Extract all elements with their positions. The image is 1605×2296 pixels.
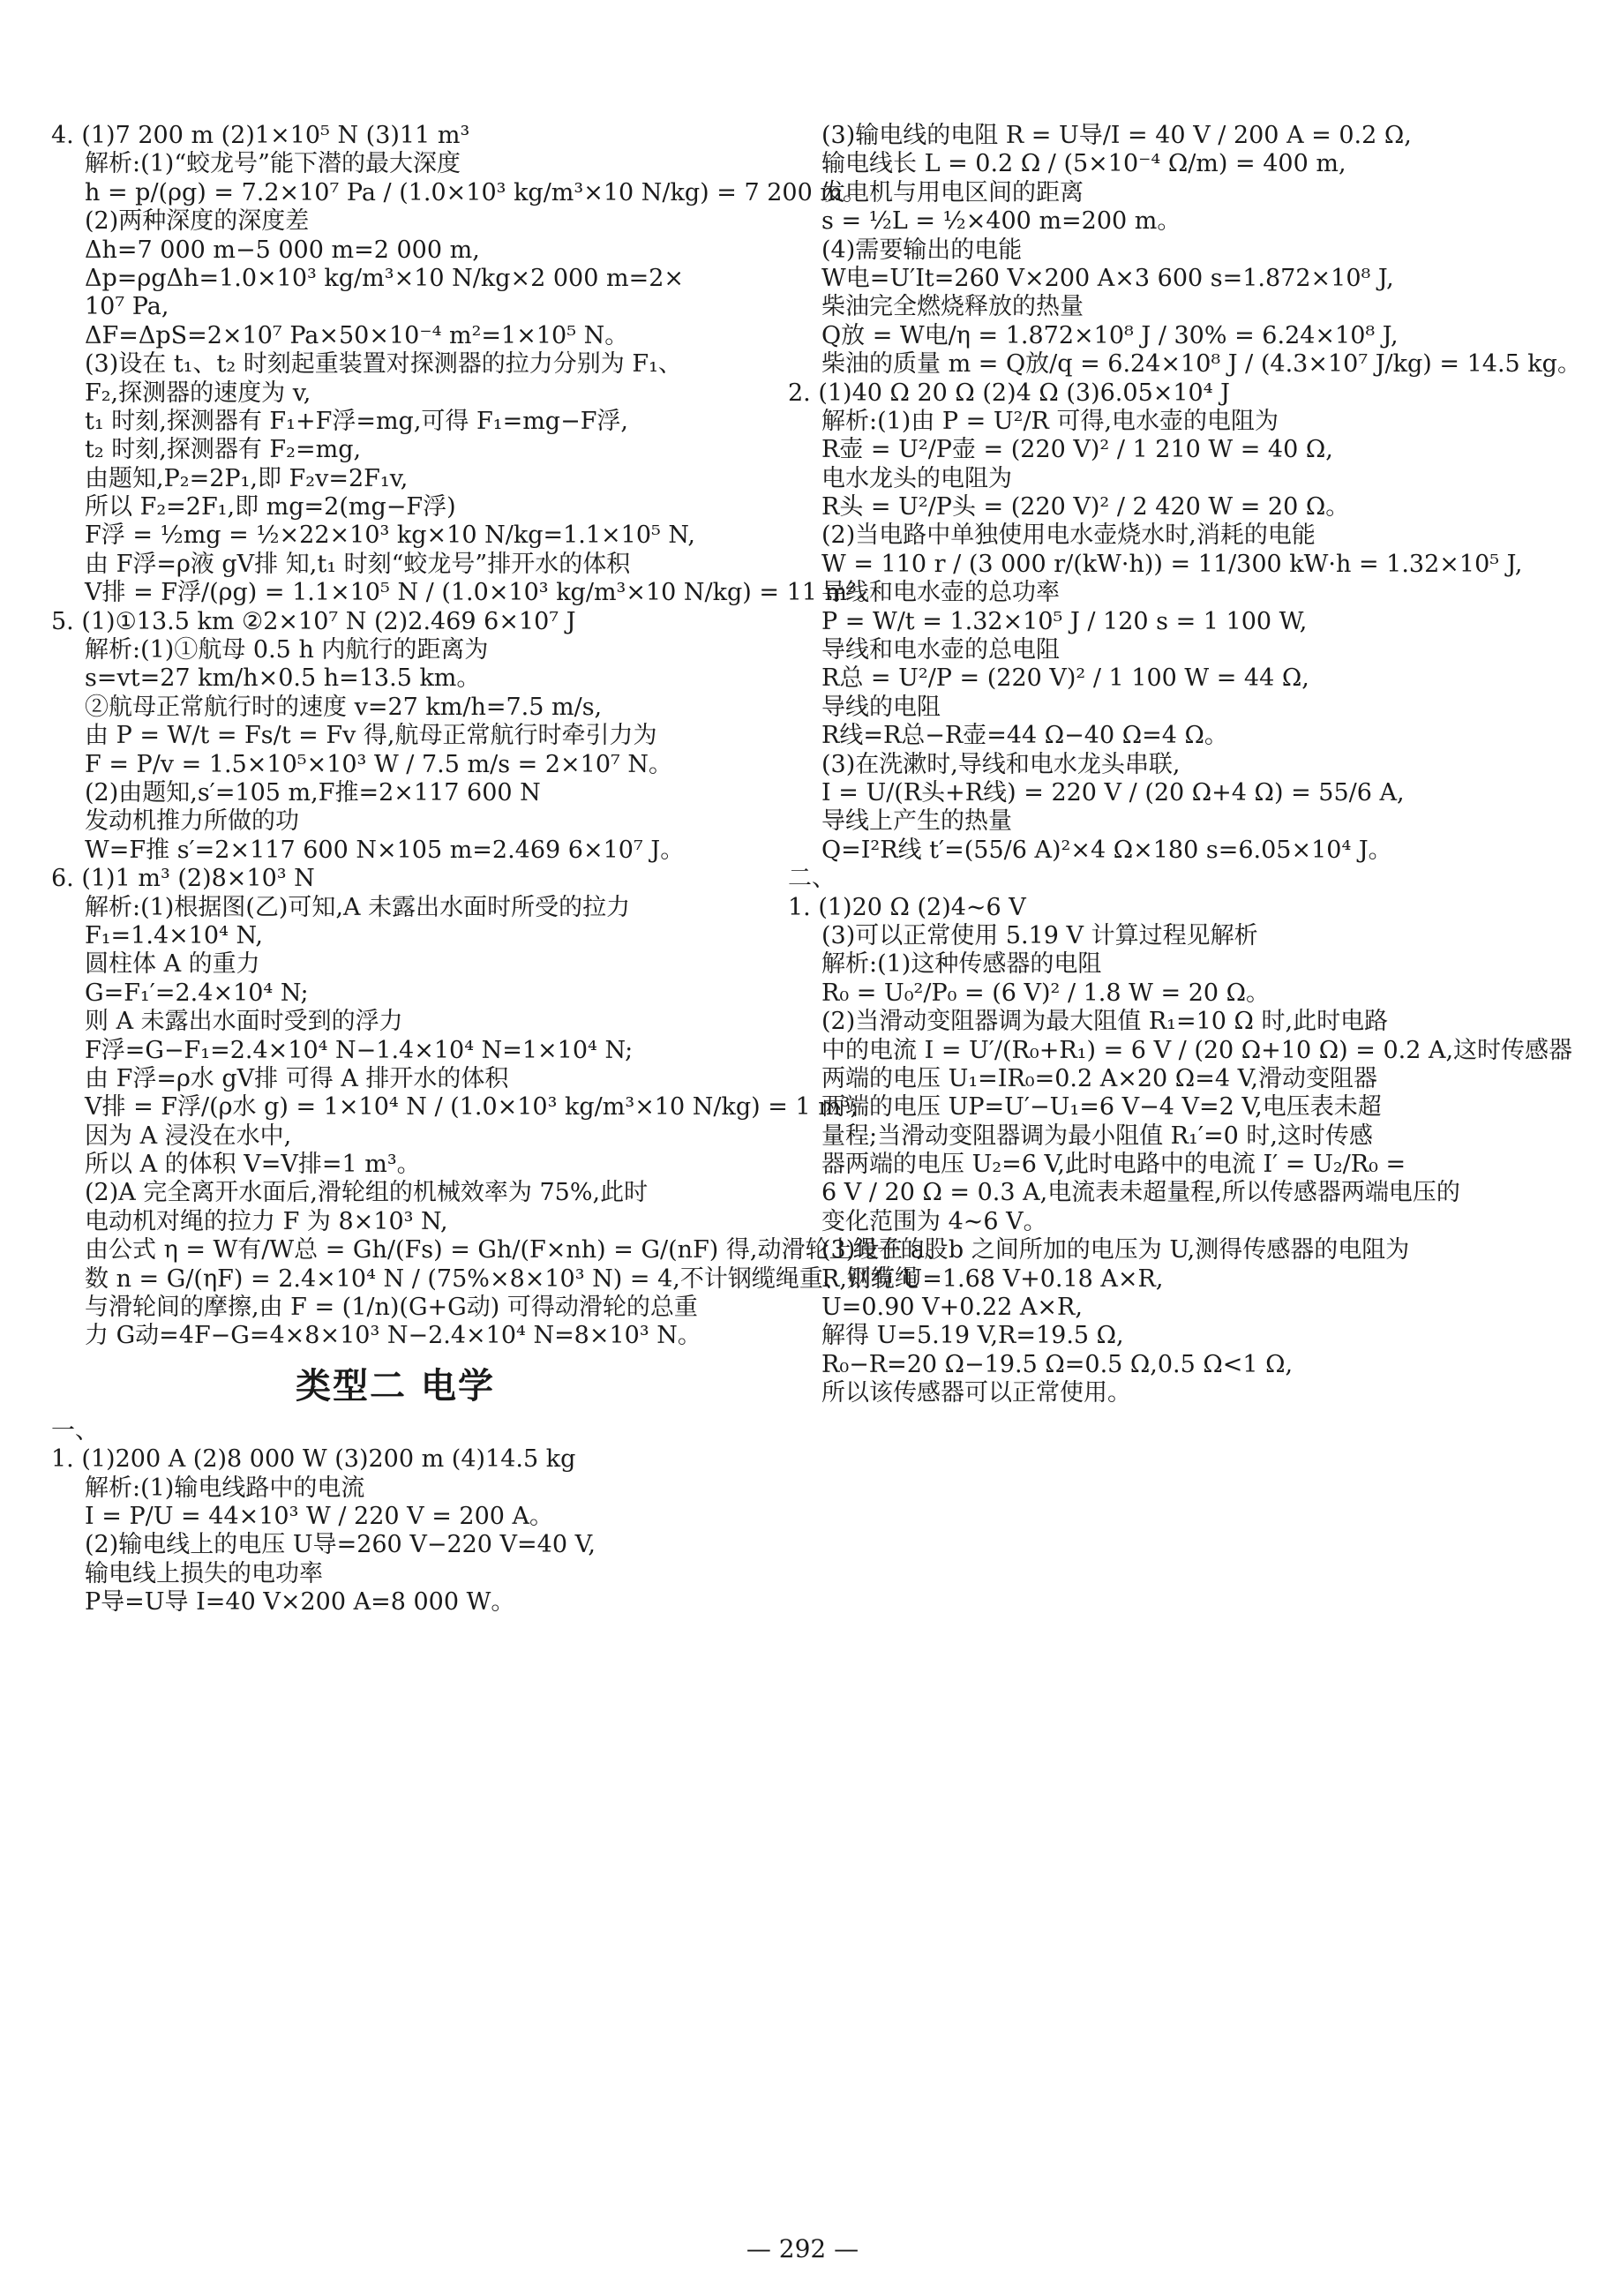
answer-line: Q=I²R线 t′=(55/6 A)²×4 Ω×180 s=6.05×10⁴ J。	[821, 836, 1392, 864]
answer-line: 10⁷ Pa,	[85, 293, 169, 321]
question-answer-line: 4. (1)7 200 m (2)1×10⁵ N (3)11 m³	[51, 122, 470, 149]
question-answer-line: 一、	[51, 1416, 99, 1444]
answer-line: F₂,探测器的速度为 v,	[85, 379, 311, 407]
answer-line: 力 G动=4F−G=4×8×10³ N−2.4×10⁴ N=8×10³ N。	[85, 1322, 701, 1350]
answer-line: P = W/t = 1.32×10⁵ J / 120 s = 1 100 W,	[821, 607, 1308, 635]
answer-line: 因为 A 浸没在水中,	[85, 1122, 292, 1150]
answer-line: 由 F浮=ρ液 gV排 知,t₁ 时刻“蛟龙号”排开水的体积	[85, 550, 631, 578]
answer-line: 中的电流 I = U′/(R₀+R₁) = 6 V / (20 Ω+10 Ω) = 0.2 A,这时传感器	[821, 1036, 1573, 1064]
answer-line: 导线和电水壶的总功率	[821, 579, 1060, 607]
answer-line: 解析:(1)根据图(乙)可知,A 未露出水面时所受的拉力	[85, 893, 631, 921]
question-answer-line: 2. (1)40 Ω 20 Ω (2)4 Ω (3)6.05×10⁴ J	[788, 379, 1230, 407]
answer-line: 导线上产生的热量	[821, 807, 1012, 836]
answer-line: F浮 = ½mg = ½×22×10³ kg×10 N/kg=1.1×10⁵ N,	[85, 521, 695, 550]
answer-line: 器两端的电压 U₂=6 V,此时电路中的电流 I′ = U₂/R₀ =	[821, 1151, 1406, 1179]
answer-line: R头 = U²/P头 = (220 V)² / 2 420 W = 20 Ω。	[821, 493, 1350, 521]
answer-line: W = 110 r / (3 000 r/(kW·h)) = 11/300 kW·h = 1.32×10⁵ J,	[821, 550, 1523, 578]
answer-line: s=vt=27 km/h×0.5 h=13.5 km。	[85, 664, 481, 693]
answer-line: Δp=ρgΔh=1.0×10³ kg/m³×10 N/kg×2 000 m=2×	[85, 264, 685, 292]
answer-line: 发动机推力所做的功	[85, 807, 299, 836]
answer-line: 解析:(1)“蛟龙号”能下潜的最大深度	[85, 150, 461, 178]
answer-line: s = ½L = ½×400 m=200 m。	[821, 207, 1181, 236]
answer-line: 变化范围为 4∼6 V。	[821, 1207, 1047, 1235]
answer-line: (3)输电线的电阻 R = U导/I = 40 V / 200 A = 0.2 Ω,	[821, 122, 1412, 149]
answer-line: 导线和电水壶的总电阻	[821, 636, 1060, 664]
answer-line: 电动机对绳的拉力 F 为 8×10³ N,	[85, 1207, 448, 1235]
answer-line: R壶 = U²/P壶 = (220 V)² / 1 210 W = 40 Ω,	[821, 436, 1333, 464]
answer-line: (2)两种深度的深度差	[85, 207, 310, 236]
answer-line: I = U/(R头+R线) = 220 V / (20 Ω+4 Ω) = 55/6 A,	[821, 778, 1405, 807]
answer-line: 电水龙头的电阻为	[821, 464, 1012, 492]
answer-line: (3)可以正常使用 5.19 V 计算过程见解析	[821, 921, 1258, 949]
page-number: — 292 —	[746, 2234, 859, 2263]
answer-line: R₀ = U₀²/P₀ = (6 V)² / 1.8 W = 20 Ω。	[821, 979, 1271, 1007]
answer-line: 发电机与用电区间的距离	[821, 178, 1084, 206]
answer-line: 所以该传感器可以正常使用。	[821, 1379, 1131, 1407]
answer-line: 量程;当滑动变阻器调为最小阻值 R₁′=0 时,这时传感	[821, 1122, 1373, 1150]
answer-line: 解得 U=5.19 V,R=19.5 Ω,	[821, 1322, 1124, 1350]
answer-line: 两端的电压 UP=U′−U₁=6 V−4 V=2 V,电压表未超	[821, 1093, 1382, 1122]
answer-line: (2)当滑动变阻器调为最大阻值 R₁=10 Ω 时,此时电路	[821, 1008, 1389, 1036]
answer-line: 两端的电压 U₁=IR₀=0.2 A×20 Ω=4 V,滑动变阻器	[821, 1064, 1377, 1092]
answer-line: 则 A 未露出水面时受到的浮力	[85, 1008, 403, 1036]
question-answer-line: 5. (1)①13.5 km ②2×10⁷ N (2)2.469 6×10⁷ J	[51, 607, 576, 635]
answer-line: V排 = F浮/(ρg) = 1.1×10⁵ N / (1.0×10³ kg/m³×10 N/kg) = 11 m³。	[85, 579, 881, 607]
question-answer-line: 6. (1)1 m³ (2)8×10³ N	[51, 865, 315, 893]
answer-line: 与滑轮间的摩擦,由 F = (1/n)(G+G动) 可得动滑轮的总重	[85, 1294, 698, 1322]
answer-line: (2)由题知,s′=105 m,F推=2×117 600 N	[85, 778, 541, 807]
answer-line: F₁=1.4×10⁴ N,	[85, 921, 263, 949]
answer-line: 圆柱体 A 的重力	[85, 950, 260, 979]
answer-line: F = P/v = 1.5×10⁵×10³ W / 7.5 m/s = 2×10⁷ N。	[85, 750, 673, 778]
right-column	[788, 122, 1581, 1408]
answer-line: 由公式 η = W有/W总 = Gh/(Fs) = Gh/(F×nh) = G/(nF) 得,动滑轮上绳子的股	[85, 1236, 949, 1264]
answer-line: 由题知,P₂=2P₁,即 F₂v=2F₁v,	[85, 464, 409, 492]
answer-line: R总 = U²/P = (220 V)² / 1 100 W = 44 Ω,	[821, 664, 1309, 693]
answer-line: 柴油完全燃烧释放的热量	[821, 293, 1084, 321]
answer-line: 由 P = W/t = Fs/t = Fv 得,航母正常航行时牵引力为	[85, 722, 657, 750]
answer-line: 输电线长 L = 0.2 Ω / (5×10⁻⁴ Ω/m) = 400 m,	[821, 150, 1346, 178]
answer-line: Δh=7 000 m−5 000 m=2 000 m,	[85, 236, 480, 264]
answer-line: 数 n = G/(ηF) = 2.4×10⁴ N / (75%×8×10³ N) = 4,不计钢缆绳重、钢缆绳	[85, 1264, 919, 1293]
answer-line: R₀−R=20 Ω−19.5 Ω=0.5 Ω,0.5 Ω<1 Ω,	[821, 1350, 1294, 1378]
answer-line: (3)设在 a、b 之间所加的电压为 U,测得传感器的电阻为	[821, 1236, 1410, 1264]
question-answer-line: 1. (1)20 Ω (2)4∼6 V	[788, 893, 1026, 921]
answer-line: (2)输电线上的电压 U导=260 V−220 V=40 V,	[85, 1531, 596, 1559]
section-heading: 类型二 电学	[296, 1365, 495, 1407]
answer-line: R线=R总−R壶=44 Ω−40 Ω=4 Ω。	[821, 722, 1228, 750]
answer-line: W=F推 s′=2×117 600 N×105 m=2.469 6×10⁷ J。	[85, 836, 685, 864]
answer-line: F浮=G−F₁=2.4×10⁴ N−1.4×10⁴ N=1×10⁴ N;	[85, 1036, 634, 1064]
answer-line: (2)A 完全离开水面后,滑轮组的机械效率为 75%,此时	[85, 1179, 649, 1207]
answer-line: (3)在洗漱时,导线和电水龙头串联,	[821, 750, 1181, 778]
answer-line: P导=U导 I=40 V×200 A=8 000 W。	[85, 1588, 515, 1617]
answer-line: 解析:(1)这种传感器的电阻	[821, 950, 1102, 979]
answer-line: 6 V / 20 Ω = 0.3 A,电流表未超量程,所以传感器两端电压的	[821, 1179, 1460, 1207]
answer-line: t₁ 时刻,探测器有 F₁+F浮=mg,可得 F₁=mg−F浮,	[85, 407, 629, 435]
answer-line: (3)设在 t₁、t₂ 时刻起重装置对探测器的拉力分别为 F₁、	[85, 350, 682, 379]
answer-line: 解析:(1)由 P = U²/R 可得,电水壶的电阻为	[821, 407, 1279, 435]
answer-line: Q放 = W电/η = 1.872×10⁸ J / 30% = 6.24×10⁸ J,	[821, 321, 1399, 349]
answer-line: I = P/U = 44×10³ W / 220 V = 200 A。	[85, 1502, 554, 1530]
answer-line: (4)需要输出的电能	[821, 236, 1023, 264]
answer-line: 输电线上损失的电功率	[85, 1559, 323, 1587]
answer-line: t₂ 时刻,探测器有 F₂=mg,	[85, 436, 362, 464]
answer-line: ΔF=ΔpS=2×10⁷ Pa×50×10⁻⁴ m²=1×10⁵ N。	[85, 321, 629, 349]
answer-line: 导线的电阻	[821, 693, 941, 721]
answer-line: (2)当电路中单独使用电水壶烧水时,消耗的电能	[821, 521, 1316, 550]
answer-line: G=F₁′=2.4×10⁴ N;	[85, 979, 309, 1007]
answer-line: U=0.90 V+0.22 A×R,	[821, 1294, 1083, 1322]
answer-line: 解析:(1)输电线路中的电流	[85, 1474, 365, 1502]
answer-line: 由 F浮=ρ水 gV排 可得 A 排开水的体积	[85, 1064, 509, 1092]
question-answer-line: 二、	[788, 865, 836, 893]
answer-line: ②航母正常航行时的速度 v=27 km/h=7.5 m/s,	[85, 693, 603, 721]
answer-line: 所以 A 的体积 V=V排=1 m³。	[85, 1151, 421, 1179]
answer-line: h = p/(ρg) = 7.2×10⁷ Pa / (1.0×10³ kg/m³×10 N/kg) = 7 200 m。	[85, 178, 866, 206]
answer-line: V排 = F浮/(ρ水 g) = 1×10⁴ N / (1.0×10³ kg/m³×10 N/kg) = 1 m³;	[85, 1093, 859, 1122]
answer-line: R,则有 U=1.68 V+0.18 A×R,	[821, 1264, 1164, 1293]
answer-line: W电=U′It=260 V×200 A×3 600 s=1.872×10⁸ J,	[821, 264, 1394, 292]
answer-line: 所以 F₂=2F₁,即 mg=2(mg−F浮)	[85, 493, 456, 521]
answer-line: 解析:(1)①航母 0.5 h 内航行的距离为	[85, 636, 489, 664]
answer-line: 柴油的质量 m = Q放/q = 6.24×10⁸ J / (4.3×10⁷ J/kg) = 14.5 kg。	[821, 350, 1581, 379]
question-answer-line: 1. (1)200 A (2)8 000 W (3)200 m (4)14.5 kg	[51, 1445, 576, 1474]
